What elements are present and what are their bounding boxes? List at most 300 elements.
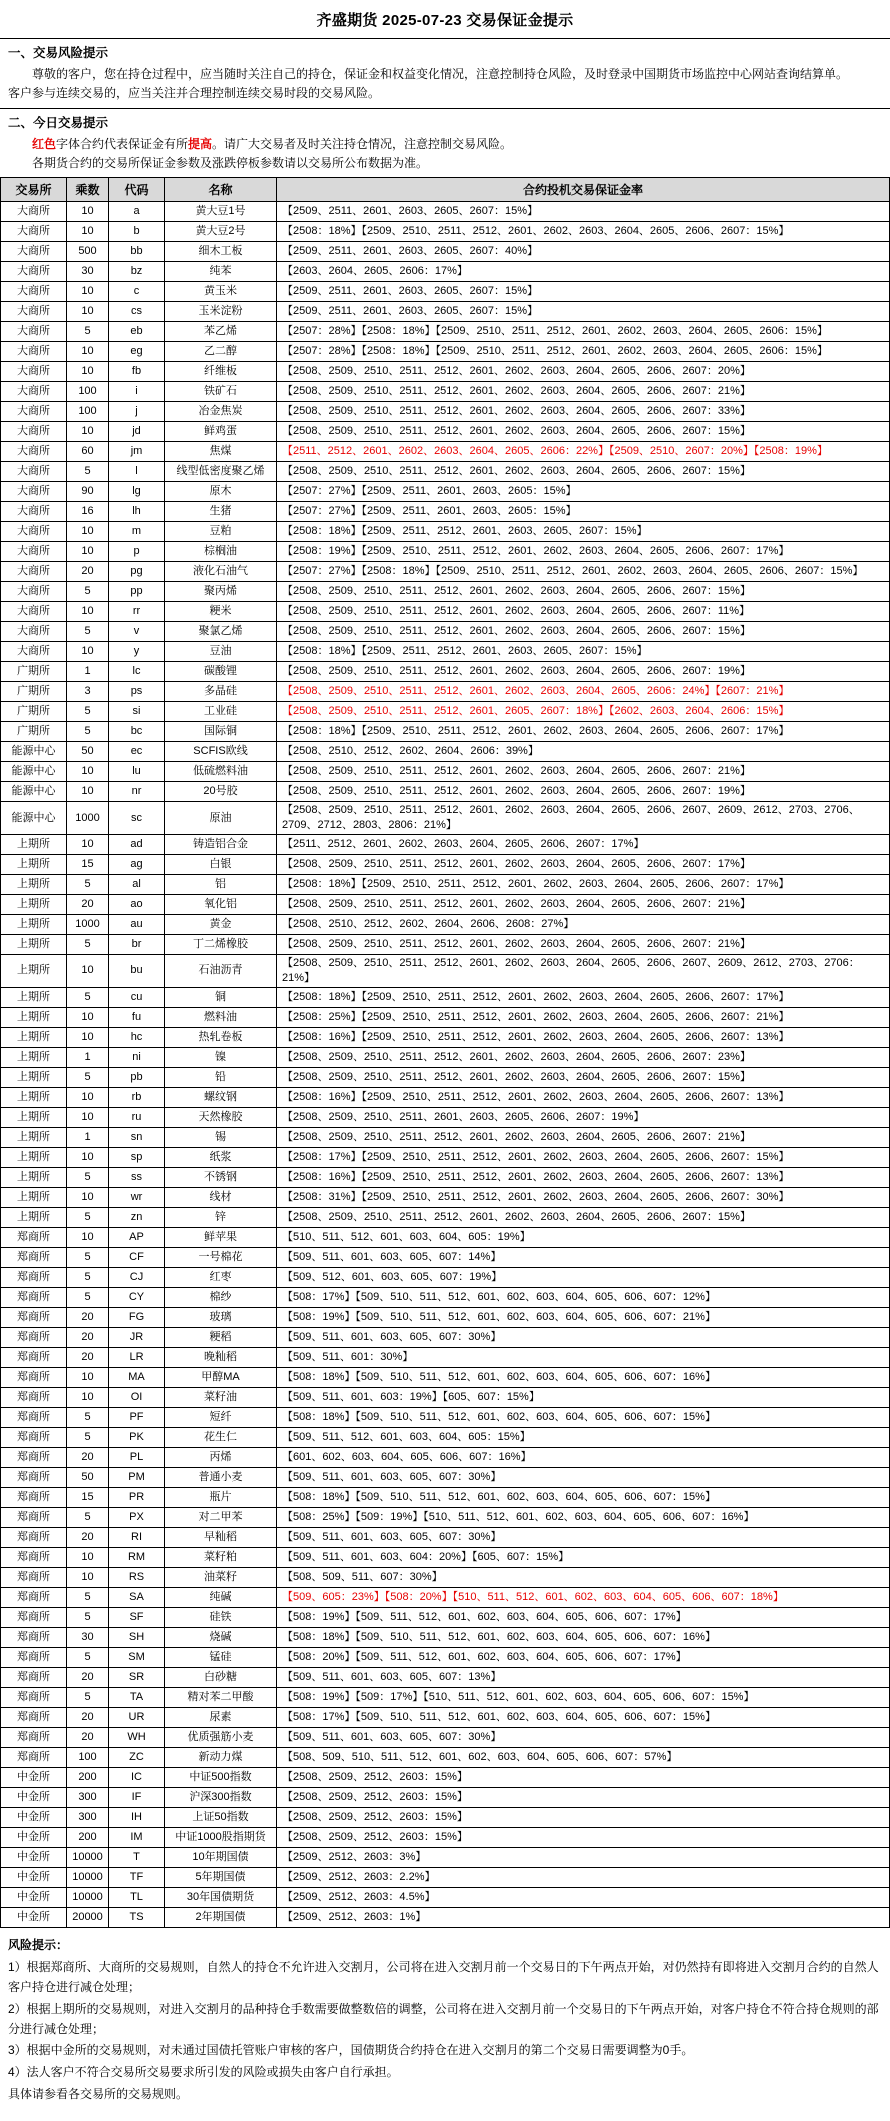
cell-name: 铅 — [165, 1067, 277, 1087]
cell-margin-rate: 【509、605：23%】【508：20%】【510、511、512、601、602、603、604、605、606、607：18%】 — [277, 1587, 890, 1607]
cell-margin-rate: 【509、512、601、603、605、607：19%】 — [277, 1267, 890, 1287]
cell-exchange: 大商所 — [1, 342, 67, 362]
cell-exchange: 大商所 — [1, 482, 67, 502]
cell-exchange: 郑商所 — [1, 1667, 67, 1687]
section-1-paragraph-1: 尊敬的客户，您在持仓过程中，应当随时关注自己的持仓，保证金和权益变化情况，注意控制持仓风险，及时登录中国期货市场监控中心网站查询结算单。 — [32, 67, 849, 82]
cell-multiplier: 10 — [67, 1187, 109, 1207]
table-row — [1, 1587, 890, 1607]
table-row — [1, 1067, 890, 1087]
table-row — [1, 1467, 890, 1487]
cell-multiplier: 10 — [67, 542, 109, 562]
cell-name: 黄玉米 — [165, 282, 277, 302]
cell-code: ni — [109, 1047, 165, 1067]
table-row — [1, 1907, 890, 1927]
table-row — [1, 242, 890, 262]
cell-name: 丙烯 — [165, 1447, 277, 1467]
cell-exchange: 广期所 — [1, 682, 67, 702]
cell-code: ZC — [109, 1747, 165, 1767]
cell-exchange: 能源中心 — [1, 742, 67, 762]
cell-margin-rate: 【2509、2511、2601、2603、2605、2607：15%】 — [277, 302, 890, 322]
cell-name: 红枣 — [165, 1267, 277, 1287]
cell-margin-rate: 【2508：17%】【2509、2510、2511、2512、2601、2602、2603、2604、2605、2606、2607：15%】 — [277, 1147, 890, 1167]
note-item-3: 3）根据中金所的交易规则，对未通过国债托管账户审核的客户，国债期货合约持仓在进入交割月的第二个交易日需要调整为0手。 — [8, 2043, 694, 2058]
cell-margin-rate: 【2509、2512、2603：1%】 — [277, 1907, 890, 1927]
table-row — [1, 1767, 890, 1787]
cell-code: sc — [109, 802, 165, 835]
cell-multiplier: 5 — [67, 1167, 109, 1187]
cell-multiplier: 5 — [67, 1247, 109, 1267]
cell-multiplier: 5 — [67, 722, 109, 742]
cell-exchange: 上期所 — [1, 894, 67, 914]
table-row — [1, 1247, 890, 1267]
cell-code: SR — [109, 1667, 165, 1687]
cell-multiplier: 20000 — [67, 1907, 109, 1927]
cell-code: cs — [109, 302, 165, 322]
cell-code: CJ — [109, 1267, 165, 1287]
cell-name: 中证500指数 — [165, 1767, 277, 1787]
cell-multiplier: 20 — [67, 1707, 109, 1727]
cell-exchange: 大商所 — [1, 642, 67, 662]
cell-code: ss — [109, 1167, 165, 1187]
cell-exchange: 能源中心 — [1, 802, 67, 835]
cell-margin-rate: 【2507：28%】【2508：18%】【2509、2510、2511、2512、2601、2602、2603、2604、2605、2606：15%】 — [277, 342, 890, 362]
cell-exchange: 郑商所 — [1, 1747, 67, 1767]
cell-exchange: 上期所 — [1, 1007, 67, 1027]
cell-name: 瓶片 — [165, 1487, 277, 1507]
cell-exchange: 大商所 — [1, 362, 67, 382]
cell-code: l — [109, 462, 165, 482]
cell-name: 石油沥青 — [165, 954, 277, 987]
cell-multiplier: 1 — [67, 662, 109, 682]
cell-name: 焦煤 — [165, 442, 277, 462]
cell-exchange: 上期所 — [1, 914, 67, 934]
table-header-row — [1, 178, 890, 202]
cell-exchange: 中金所 — [1, 1847, 67, 1867]
cell-multiplier: 10 — [67, 1387, 109, 1407]
cell-exchange: 郑商所 — [1, 1287, 67, 1307]
cell-margin-rate: 【2508：18%】【2509、2511、2512、2601、2603、2605、2607：15%】 — [277, 522, 890, 542]
risk-notice-section — [0, 38, 890, 108]
table-row — [1, 522, 890, 542]
cell-margin-rate: 【2508：31%】【2509、2510、2511、2512、2601、2602、2603、2604、2605、2606、2607：30%】 — [277, 1187, 890, 1207]
cell-name: 液化石油气 — [165, 562, 277, 582]
cell-code: MA — [109, 1367, 165, 1387]
cell-multiplier: 5 — [67, 462, 109, 482]
cell-exchange: 郑商所 — [1, 1527, 67, 1547]
cell-exchange: 郑商所 — [1, 1647, 67, 1667]
table-row — [1, 1647, 890, 1667]
table-row — [1, 582, 890, 602]
section-2-mid-text: 字体合约代表保证金有所 — [56, 136, 189, 151]
cell-exchange: 上期所 — [1, 1107, 67, 1127]
cell-code: ec — [109, 742, 165, 762]
cell-multiplier: 500 — [67, 242, 109, 262]
cell-margin-rate: 【2508、2509、2510、2511、2512、2601、2602、2603、2604、2605、2606、2607：15%】 — [277, 622, 890, 642]
cell-code: WH — [109, 1727, 165, 1747]
section-2-paragraph-2: 各期货合约的交易所保证金参数及涨跌停板参数请以交易所公布数据为准。 — [32, 155, 429, 170]
cell-margin-rate: 【2508、2510、2512、2602、2604、2606、2608：27%】 — [277, 914, 890, 934]
cell-exchange: 郑商所 — [1, 1707, 67, 1727]
cell-name: 铝 — [165, 874, 277, 894]
cell-code: cu — [109, 987, 165, 1007]
cell-margin-rate: 【509、511、512、601、603、604、605：15%】 — [277, 1427, 890, 1447]
cell-code: TL — [109, 1887, 165, 1907]
cell-multiplier: 30 — [67, 262, 109, 282]
table-row — [1, 1367, 890, 1387]
cell-exchange: 能源中心 — [1, 762, 67, 782]
cell-multiplier: 15 — [67, 1487, 109, 1507]
table-row — [1, 954, 890, 987]
cell-margin-rate: 【2508、2509、2510、2511、2512、2601、2602、2603、2604、2605、2606、2607：21%】 — [277, 762, 890, 782]
cell-name: 锰硅 — [165, 1647, 277, 1667]
cell-name: 聚丙烯 — [165, 582, 277, 602]
cell-margin-rate: 【2508：25%】【2509、2510、2511、2512、2601、2602、2603、2604、2605、2606、2607：21%】 — [277, 1007, 890, 1027]
cell-margin-rate: 【2508、2509、2510、2511、2512、2601、2602、2603、2604、2605、2606、2607：17%】 — [277, 854, 890, 874]
cell-name: 菜籽油 — [165, 1387, 277, 1407]
cell-multiplier: 5 — [67, 874, 109, 894]
cell-multiplier: 20 — [67, 1347, 109, 1367]
cell-name: 聚氯乙烯 — [165, 622, 277, 642]
cell-multiplier: 90 — [67, 482, 109, 502]
cell-margin-rate: 【2508、2509、2510、2511、2512、2601、2602、2603、2604、2605、2606、2607：21%】 — [277, 934, 890, 954]
cell-multiplier: 50 — [67, 742, 109, 762]
table-row — [1, 1447, 890, 1467]
cell-margin-rate: 【2508、2509、2512、2603：15%】 — [277, 1787, 890, 1807]
cell-multiplier: 3 — [67, 682, 109, 702]
cell-multiplier: 50 — [67, 1467, 109, 1487]
table-row — [1, 622, 890, 642]
section-1-heading: 一、交易风险提示 — [8, 46, 109, 60]
cell-code: FG — [109, 1307, 165, 1327]
cell-multiplier: 20 — [67, 1447, 109, 1467]
cell-code: c — [109, 282, 165, 302]
cell-multiplier: 10 — [67, 342, 109, 362]
cell-exchange: 中金所 — [1, 1787, 67, 1807]
cell-name: 铜 — [165, 987, 277, 1007]
cell-margin-rate: 【2508、2510、2512、2602、2604、2606：39%】 — [277, 742, 890, 762]
table-row — [1, 1807, 890, 1827]
table-row — [1, 202, 890, 222]
table-row — [1, 1707, 890, 1727]
cell-margin-rate: 【2508、2509、2510、2511、2512、2601、2602、2603、2604、2605、2606：24%】【2607：21%】 — [277, 682, 890, 702]
cell-code: ao — [109, 894, 165, 914]
cell-code: b — [109, 222, 165, 242]
cell-margin-rate: 【2508、2509、2510、2511、2512、2601、2602、2603、2604、2605、2606、2607：15%】 — [277, 422, 890, 442]
cell-margin-rate: 【2508、2509、2510、2511、2512、2601、2602、2603、2604、2605、2606、2607：15%】 — [277, 1207, 890, 1227]
cell-margin-rate: 【2508：18%】【2509、2510、2511、2512、2601、2602、2603、2604、2605、2606、2607：15%】 — [277, 222, 890, 242]
cell-multiplier: 10 — [67, 282, 109, 302]
cell-exchange: 郑商所 — [1, 1447, 67, 1467]
cell-exchange: 郑商所 — [1, 1247, 67, 1267]
cell-name: 纯碱 — [165, 1587, 277, 1607]
cell-code: PX — [109, 1507, 165, 1527]
cell-name: 氧化铝 — [165, 894, 277, 914]
cell-name: 锡 — [165, 1127, 277, 1147]
cell-exchange: 郑商所 — [1, 1587, 67, 1607]
cell-margin-rate: 【508：18%】【509、510、511、512、601、602、603、604、605、606、607：16%】 — [277, 1367, 890, 1387]
cell-margin-rate: 【601、602、603、604、605、606、607：16%】 — [277, 1447, 890, 1467]
cell-margin-rate: 【2508、2509、2510、2511、2512、2601、2605、2607：18%】【2602、2603、2604、2606：15%】 — [277, 702, 890, 722]
cell-code: IF — [109, 1787, 165, 1807]
cell-code: ad — [109, 834, 165, 854]
table-row — [1, 1747, 890, 1767]
cell-multiplier: 10 — [67, 522, 109, 542]
cell-code: fb — [109, 362, 165, 382]
cell-code: PM — [109, 1467, 165, 1487]
cell-margin-rate: 【2508、2509、2510、2511、2512、2601、2602、2603、2604、2605、2606、2607、2609、2612、2703、2706、2709、2712、2803、2806：21%】 — [277, 802, 890, 835]
table-row — [1, 1867, 890, 1887]
cell-code: IH — [109, 1807, 165, 1827]
table-row — [1, 1087, 890, 1107]
cell-margin-rate: 【2508、2509、2512、2603：15%】 — [277, 1827, 890, 1847]
table-row — [1, 1307, 890, 1327]
table-row — [1, 1227, 890, 1247]
cell-exchange: 上期所 — [1, 1187, 67, 1207]
cell-multiplier: 100 — [67, 402, 109, 422]
table-row — [1, 1407, 890, 1427]
cell-name: 黄金 — [165, 914, 277, 934]
table-row — [1, 1347, 890, 1367]
cell-exchange: 上期所 — [1, 834, 67, 854]
cell-name: 30年国债期货 — [165, 1887, 277, 1907]
table-row — [1, 642, 890, 662]
cell-margin-rate: 【2508、2509、2510、2511、2512、2601、2602、2603、2604、2605、2606、2607：15%】 — [277, 582, 890, 602]
notes-footer: 具体请参看各交易所的交易规则。 — [8, 2087, 189, 2102]
cell-name: 菜籽粕 — [165, 1547, 277, 1567]
cell-multiplier: 5 — [67, 582, 109, 602]
cell-name: 热轧卷板 — [165, 1027, 277, 1047]
cell-margin-rate: 【2508、2509、2510、2511、2512、2601、2602、2603、2604、2605、2606、2607：23%】 — [277, 1047, 890, 1067]
page-title: 齐盛期货 2025-07-23 交易保证金提示 — [316, 12, 574, 29]
cell-multiplier: 1000 — [67, 802, 109, 835]
today-notice-section — [0, 108, 890, 178]
cell-exchange: 上期所 — [1, 854, 67, 874]
cell-exchange: 郑商所 — [1, 1547, 67, 1567]
table-row — [1, 782, 890, 802]
notes-heading: 风险提示： — [8, 1937, 69, 1952]
table-row — [1, 1107, 890, 1127]
cell-name: 原油 — [165, 802, 277, 835]
cell-multiplier: 10 — [67, 362, 109, 382]
cell-name: 早籼稻 — [165, 1527, 277, 1547]
cell-margin-rate: 【509、511、601、603、605、607：30%】 — [277, 1527, 890, 1547]
cell-margin-rate: 【509、511、601、603、605、607：30%】 — [277, 1727, 890, 1747]
cell-name: 上证50指数 — [165, 1807, 277, 1827]
table-row — [1, 874, 890, 894]
cell-margin-rate: 【2511、2512、2601、2602、2603、2604、2605、2606：22%】【2509、2510、2607：20%】【2508：19%】 — [277, 442, 890, 462]
table-row — [1, 1787, 890, 1807]
cell-margin-rate: 【2508、2509、2510、2511、2512、2601、2602、2603、2604、2605、2606、2607：19%】 — [277, 662, 890, 682]
cell-multiplier: 5 — [67, 1507, 109, 1527]
cell-margin-rate: 【2508、2509、2510、2511、2512、2601、2602、2603、2604、2605、2606、2607：15%】 — [277, 1067, 890, 1087]
cell-code: bb — [109, 242, 165, 262]
risk-notes-section — [0, 1928, 890, 2121]
cell-name: 新动力煤 — [165, 1747, 277, 1767]
cell-exchange: 中金所 — [1, 1867, 67, 1887]
cell-multiplier: 16 — [67, 502, 109, 522]
table-row — [1, 702, 890, 722]
cell-margin-rate: 【508、509、510、511、512、601、602、603、604、605、606、607：57%】 — [277, 1747, 890, 1767]
cell-name: 不锈钢 — [165, 1167, 277, 1187]
cell-name: 工业硅 — [165, 702, 277, 722]
cell-name: 短纤 — [165, 1407, 277, 1427]
table-row — [1, 1207, 890, 1227]
cell-name: 精对苯二甲酸 — [165, 1687, 277, 1707]
cell-code: PK — [109, 1427, 165, 1447]
cell-multiplier: 5 — [67, 987, 109, 1007]
cell-name: 原木 — [165, 482, 277, 502]
cell-code: T — [109, 1847, 165, 1867]
cell-margin-rate: 【2508：18%】【2509、2510、2511、2512、2601、2602、2603、2604、2605、2606、2607：17%】 — [277, 987, 890, 1007]
cell-name: 棕榈油 — [165, 542, 277, 562]
cell-margin-rate: 【509、511、601、603、605、607：30%】 — [277, 1327, 890, 1347]
cell-name: 普通小麦 — [165, 1467, 277, 1487]
cell-multiplier: 20 — [67, 1527, 109, 1547]
cell-code: RS — [109, 1567, 165, 1587]
cell-code: fu — [109, 1007, 165, 1027]
table-row — [1, 1167, 890, 1187]
cell-code: ru — [109, 1107, 165, 1127]
cell-margin-rate: 【2507：27%】【2509、2511、2601、2603、2605：15%】 — [277, 502, 890, 522]
cell-margin-rate: 【2509、2511、2601、2603、2605、2607：40%】 — [277, 242, 890, 262]
cell-multiplier: 5 — [67, 1407, 109, 1427]
cell-margin-rate: 【2508：18%】【2509、2510、2511、2512、2601、2602、2603、2604、2605、2606、2607：17%】 — [277, 874, 890, 894]
cell-margin-rate: 【508：18%】【509、510、511、512、601、602、603、604、605、606、607：16%】 — [277, 1627, 890, 1647]
note-item-4: 4）法人客户不符合交易所交易要求所引发的风险或损失由客户自行承担。 — [8, 2065, 399, 2080]
red-word-increase: 提高 — [188, 136, 213, 151]
cell-code: al — [109, 874, 165, 894]
table-row — [1, 934, 890, 954]
cell-name: 国际铜 — [165, 722, 277, 742]
table-row — [1, 1627, 890, 1647]
cell-name: 天然橡胶 — [165, 1107, 277, 1127]
cell-exchange: 大商所 — [1, 622, 67, 642]
cell-code: OI — [109, 1387, 165, 1407]
cell-margin-rate: 【508：18%】【509、510、511、512、601、602、603、604、605、606、607：15%】 — [277, 1487, 890, 1507]
table-row — [1, 662, 890, 682]
cell-code: RI — [109, 1527, 165, 1547]
cell-margin-rate: 【2603、2604、2605、2606：17%】 — [277, 262, 890, 282]
cell-multiplier: 10 — [67, 834, 109, 854]
cell-name: 螺纹钢 — [165, 1087, 277, 1107]
cell-margin-rate: 【509、511、601、603、604：20%】【605、607：15%】 — [277, 1547, 890, 1567]
cell-exchange: 上期所 — [1, 1167, 67, 1187]
cell-code: AP — [109, 1227, 165, 1247]
cell-margin-rate: 【2508、2509、2510、2511、2512、2601、2602、2603、2604、2605、2606、2607、2609、2612、2703、2706：21%】 — [277, 954, 890, 987]
table-row — [1, 262, 890, 282]
table-row — [1, 402, 890, 422]
table-row — [1, 1147, 890, 1167]
note-item-2: 2）根据上期所的交易规则，对进入交割月的品种持仓手数需要做整数倍的调整，公司将在进入交割月前一个交易日的下午两点开始，对客户持仓不符合持仓规则的部分进行减仓处理； — [8, 2001, 879, 2036]
table-row — [1, 1847, 890, 1867]
table-row — [1, 1727, 890, 1747]
cell-margin-rate: 【508、509、511、607：30%】 — [277, 1567, 890, 1587]
table-row — [1, 1687, 890, 1707]
cell-multiplier: 10000 — [67, 1867, 109, 1887]
cell-name: 生猪 — [165, 502, 277, 522]
cell-exchange: 郑商所 — [1, 1687, 67, 1707]
cell-exchange: 上期所 — [1, 987, 67, 1007]
cell-margin-rate: 【2508、2509、2510、2511、2601、2603、2605、2606、2607：19%】 — [277, 1107, 890, 1127]
cell-multiplier: 5 — [67, 1647, 109, 1667]
cell-code: wr — [109, 1187, 165, 1207]
cell-name: SCFIS欧线 — [165, 742, 277, 762]
cell-exchange: 郑商所 — [1, 1227, 67, 1247]
cell-multiplier: 10 — [67, 302, 109, 322]
cell-code: pp — [109, 582, 165, 602]
cell-exchange: 大商所 — [1, 582, 67, 602]
cell-code: SF — [109, 1607, 165, 1627]
col-exchange: 交易所 — [1, 178, 67, 202]
cell-margin-rate: 【2509、2512、2603：2.2%】 — [277, 1867, 890, 1887]
cell-exchange: 郑商所 — [1, 1507, 67, 1527]
cell-code: PF — [109, 1407, 165, 1427]
cell-multiplier: 5 — [67, 1587, 109, 1607]
table-row — [1, 1327, 890, 1347]
table-row — [1, 342, 890, 362]
cell-multiplier: 1 — [67, 1127, 109, 1147]
cell-exchange: 大商所 — [1, 222, 67, 242]
cell-multiplier: 10 — [67, 1027, 109, 1047]
cell-code: ps — [109, 682, 165, 702]
table-row — [1, 1547, 890, 1567]
cell-code: IM — [109, 1827, 165, 1847]
cell-name: 镍 — [165, 1047, 277, 1067]
cell-name: 鲜苹果 — [165, 1227, 277, 1247]
table-row — [1, 1007, 890, 1027]
cell-multiplier: 10 — [67, 1547, 109, 1567]
cell-code: TA — [109, 1687, 165, 1707]
cell-multiplier: 20 — [67, 1667, 109, 1687]
cell-code: bc — [109, 722, 165, 742]
cell-multiplier: 100 — [67, 1747, 109, 1767]
cell-margin-rate: 【508：25%】【509：19%】【510、511、512、601、602、603、604、605、606、607：16%】 — [277, 1507, 890, 1527]
cell-multiplier: 10 — [67, 782, 109, 802]
cell-code: LR — [109, 1347, 165, 1367]
cell-exchange: 大商所 — [1, 542, 67, 562]
cell-code: pg — [109, 562, 165, 582]
cell-name: 低硫燃料油 — [165, 762, 277, 782]
cell-multiplier: 5 — [67, 322, 109, 342]
table-row — [1, 854, 890, 874]
cell-code: a — [109, 202, 165, 222]
cell-multiplier: 30 — [67, 1627, 109, 1647]
cell-name: 燃料油 — [165, 1007, 277, 1027]
cell-margin-rate: 【2508、2509、2510、2511、2512、2601、2602、2603、2604、2605、2606、2607：21%】 — [277, 382, 890, 402]
table-row — [1, 1127, 890, 1147]
cell-code: hc — [109, 1027, 165, 1047]
cell-margin-rate: 【2507：28%】【2508：18%】【2509、2510、2511、2512、2601、2602、2603、2604、2605、2606：15%】 — [277, 322, 890, 342]
table-row — [1, 322, 890, 342]
cell-multiplier: 100 — [67, 382, 109, 402]
table-row — [1, 1027, 890, 1047]
cell-name: 碳酸锂 — [165, 662, 277, 682]
cell-code: lc — [109, 662, 165, 682]
cell-exchange: 能源中心 — [1, 782, 67, 802]
cell-code: RM — [109, 1547, 165, 1567]
cell-code: pb — [109, 1067, 165, 1087]
section-2-paragraph-1 — [8, 135, 882, 154]
cell-code: m — [109, 522, 165, 542]
cell-exchange: 上期所 — [1, 1087, 67, 1107]
table-row — [1, 682, 890, 702]
cell-margin-rate: 【509、511、601、603、605、607：13%】 — [277, 1667, 890, 1687]
cell-margin-rate: 【509、511、601：30%】 — [277, 1347, 890, 1367]
cell-name: 粳稻 — [165, 1327, 277, 1347]
cell-margin-rate: 【2508、2509、2512、2603：15%】 — [277, 1807, 890, 1827]
cell-code: p — [109, 542, 165, 562]
table-row — [1, 1527, 890, 1547]
